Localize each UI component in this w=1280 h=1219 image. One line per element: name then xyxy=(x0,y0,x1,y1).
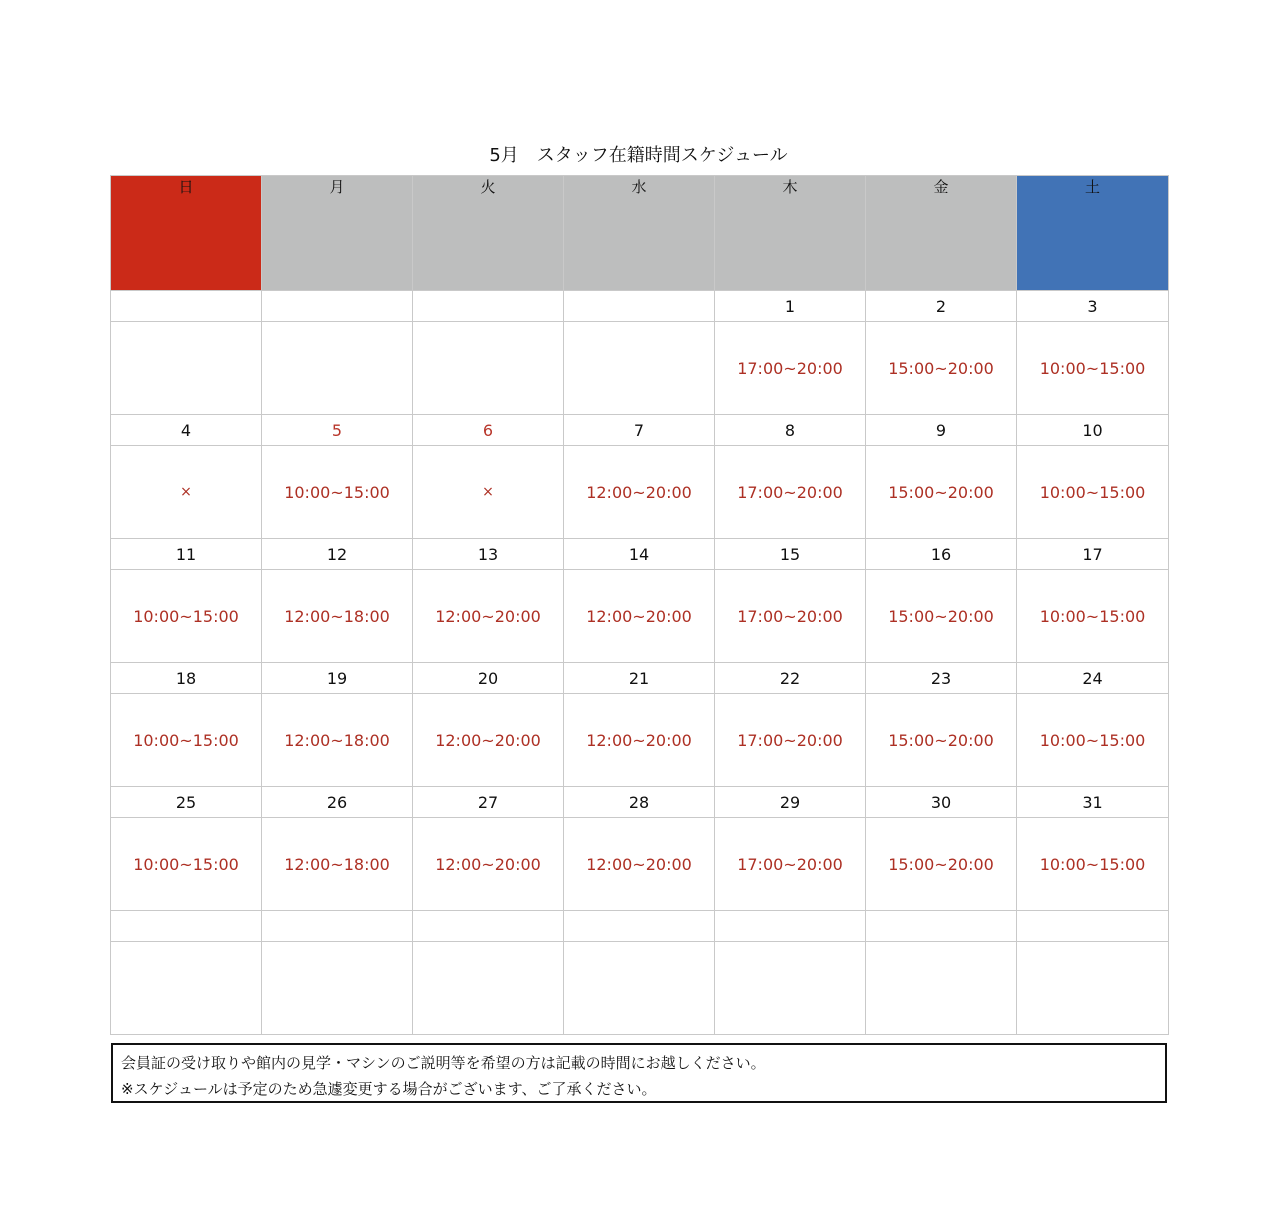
date-number: 23 xyxy=(866,663,1017,694)
staff-hours: 17:00~20:00 xyxy=(715,446,866,539)
date-number: 11 xyxy=(111,539,262,570)
staff-hours: 10:00~15:00 xyxy=(1017,694,1169,787)
date-number xyxy=(111,291,262,322)
weekday-header-sunday: 日 xyxy=(111,176,262,291)
page-title: 5月 スタッフ在籍時間スケジュール xyxy=(489,145,788,166)
date-number: 28 xyxy=(564,787,715,818)
staff-hours: 10:00~15:00 xyxy=(111,570,262,663)
date-number xyxy=(262,291,413,322)
date-number: 29 xyxy=(715,787,866,818)
staff-hours: 15:00~20:00 xyxy=(866,446,1017,539)
date-number: 27 xyxy=(413,787,564,818)
date-number: 3 xyxy=(1017,291,1169,322)
date-number: 12 xyxy=(262,539,413,570)
date-number: 22 xyxy=(715,663,866,694)
staff-hours: 17:00~20:00 xyxy=(715,570,866,663)
staff-hours: 12:00~20:00 xyxy=(564,570,715,663)
staff-hours: 15:00~20:00 xyxy=(866,694,1017,787)
date-number xyxy=(866,911,1017,942)
date-number: 16 xyxy=(866,539,1017,570)
staff-hours xyxy=(564,942,715,1035)
date-number xyxy=(715,911,866,942)
notice-box xyxy=(111,1043,1167,1103)
staff-hours: 12:00~20:00 xyxy=(564,694,715,787)
date-number: 31 xyxy=(1017,787,1169,818)
date-number: 6 xyxy=(413,415,564,446)
staff-hours xyxy=(1017,942,1169,1035)
staff-hours: 12:00~18:00 xyxy=(262,818,413,911)
date-row xyxy=(111,415,1169,446)
staff-hours: 12:00~20:00 xyxy=(413,570,564,663)
date-row xyxy=(111,539,1169,570)
date-number: 19 xyxy=(262,663,413,694)
staff-hours xyxy=(111,322,262,415)
schedule-row xyxy=(111,818,1169,911)
schedule-calendar xyxy=(110,175,1169,1035)
staff-hours: 17:00~20:00 xyxy=(715,818,866,911)
staff-hours: 17:00~20:00 xyxy=(715,322,866,415)
staff-hours: 12:00~20:00 xyxy=(413,818,564,911)
staff-hours: 10:00~15:00 xyxy=(111,818,262,911)
date-row xyxy=(111,787,1169,818)
date-number xyxy=(1017,911,1169,942)
staff-hours xyxy=(564,322,715,415)
date-number: 15 xyxy=(715,539,866,570)
date-number: 17 xyxy=(1017,539,1169,570)
date-number: 25 xyxy=(111,787,262,818)
date-row xyxy=(111,911,1169,942)
weekday-header-monday: 月 xyxy=(262,176,413,291)
staff-hours: 17:00~20:00 xyxy=(715,694,866,787)
staff-hours xyxy=(111,942,262,1035)
date-number xyxy=(413,291,564,322)
weekday-header-thursday: 木 xyxy=(715,176,866,291)
staff-hours: 12:00~20:00 xyxy=(564,818,715,911)
schedule-row xyxy=(111,694,1169,787)
schedule-row xyxy=(111,570,1169,663)
weekday-header-tuesday: 火 xyxy=(413,176,564,291)
date-number: 13 xyxy=(413,539,564,570)
staff-hours xyxy=(413,942,564,1035)
date-number: 1 xyxy=(715,291,866,322)
date-number xyxy=(413,911,564,942)
date-number: 30 xyxy=(866,787,1017,818)
weekday-header-row xyxy=(111,176,1169,291)
schedule-row xyxy=(111,446,1169,539)
schedule-row xyxy=(111,942,1169,1035)
staff-hours: 10:00~15:00 xyxy=(1017,818,1169,911)
staff-hours xyxy=(715,942,866,1035)
date-number: 26 xyxy=(262,787,413,818)
date-number xyxy=(564,291,715,322)
date-number: 5 xyxy=(262,415,413,446)
date-number: 9 xyxy=(866,415,1017,446)
date-number: 14 xyxy=(564,539,715,570)
date-number: 2 xyxy=(866,291,1017,322)
date-number xyxy=(564,911,715,942)
date-number: 8 xyxy=(715,415,866,446)
staff-hours: × xyxy=(111,446,262,539)
date-row xyxy=(111,291,1169,322)
staff-hours xyxy=(262,322,413,415)
schedule-row xyxy=(111,322,1169,415)
staff-hours: × xyxy=(413,446,564,539)
staff-hours: 10:00~15:00 xyxy=(111,694,262,787)
date-number: 10 xyxy=(1017,415,1169,446)
staff-hours: 12:00~18:00 xyxy=(262,570,413,663)
staff-hours: 15:00~20:00 xyxy=(866,570,1017,663)
staff-hours: 15:00~20:00 xyxy=(866,322,1017,415)
date-number: 24 xyxy=(1017,663,1169,694)
staff-hours: 10:00~15:00 xyxy=(1017,446,1169,539)
date-number xyxy=(262,911,413,942)
staff-hours: 12:00~20:00 xyxy=(413,694,564,787)
staff-hours: 10:00~15:00 xyxy=(1017,570,1169,663)
staff-hours: 10:00~15:00 xyxy=(262,446,413,539)
date-number: 4 xyxy=(111,415,262,446)
notice-line-2: ※スケジュールは予定のため急遽変更する場合がございます、ご了承ください。 xyxy=(121,1080,657,1098)
date-number: 7 xyxy=(564,415,715,446)
date-number: 20 xyxy=(413,663,564,694)
staff-hours xyxy=(413,322,564,415)
staff-hours: 12:00~18:00 xyxy=(262,694,413,787)
staff-hours: 10:00~15:00 xyxy=(1017,322,1169,415)
weekday-header-saturday: 土 xyxy=(1017,176,1169,291)
staff-hours xyxy=(866,942,1017,1035)
staff-hours: 12:00~20:00 xyxy=(564,446,715,539)
notice-line-1: 会員証の受け取りや館内の見学・マシンのご説明等を希望の方は記載の時間にお越しください。 xyxy=(121,1054,766,1072)
date-number: 21 xyxy=(564,663,715,694)
date-number xyxy=(111,911,262,942)
date-row xyxy=(111,663,1169,694)
weekday-header-wednesday: 水 xyxy=(564,176,715,291)
weekday-header-friday: 金 xyxy=(866,176,1017,291)
calendar-body xyxy=(111,291,1169,1035)
staff-hours: 15:00~20:00 xyxy=(866,818,1017,911)
date-number: 18 xyxy=(111,663,262,694)
staff-hours xyxy=(262,942,413,1035)
